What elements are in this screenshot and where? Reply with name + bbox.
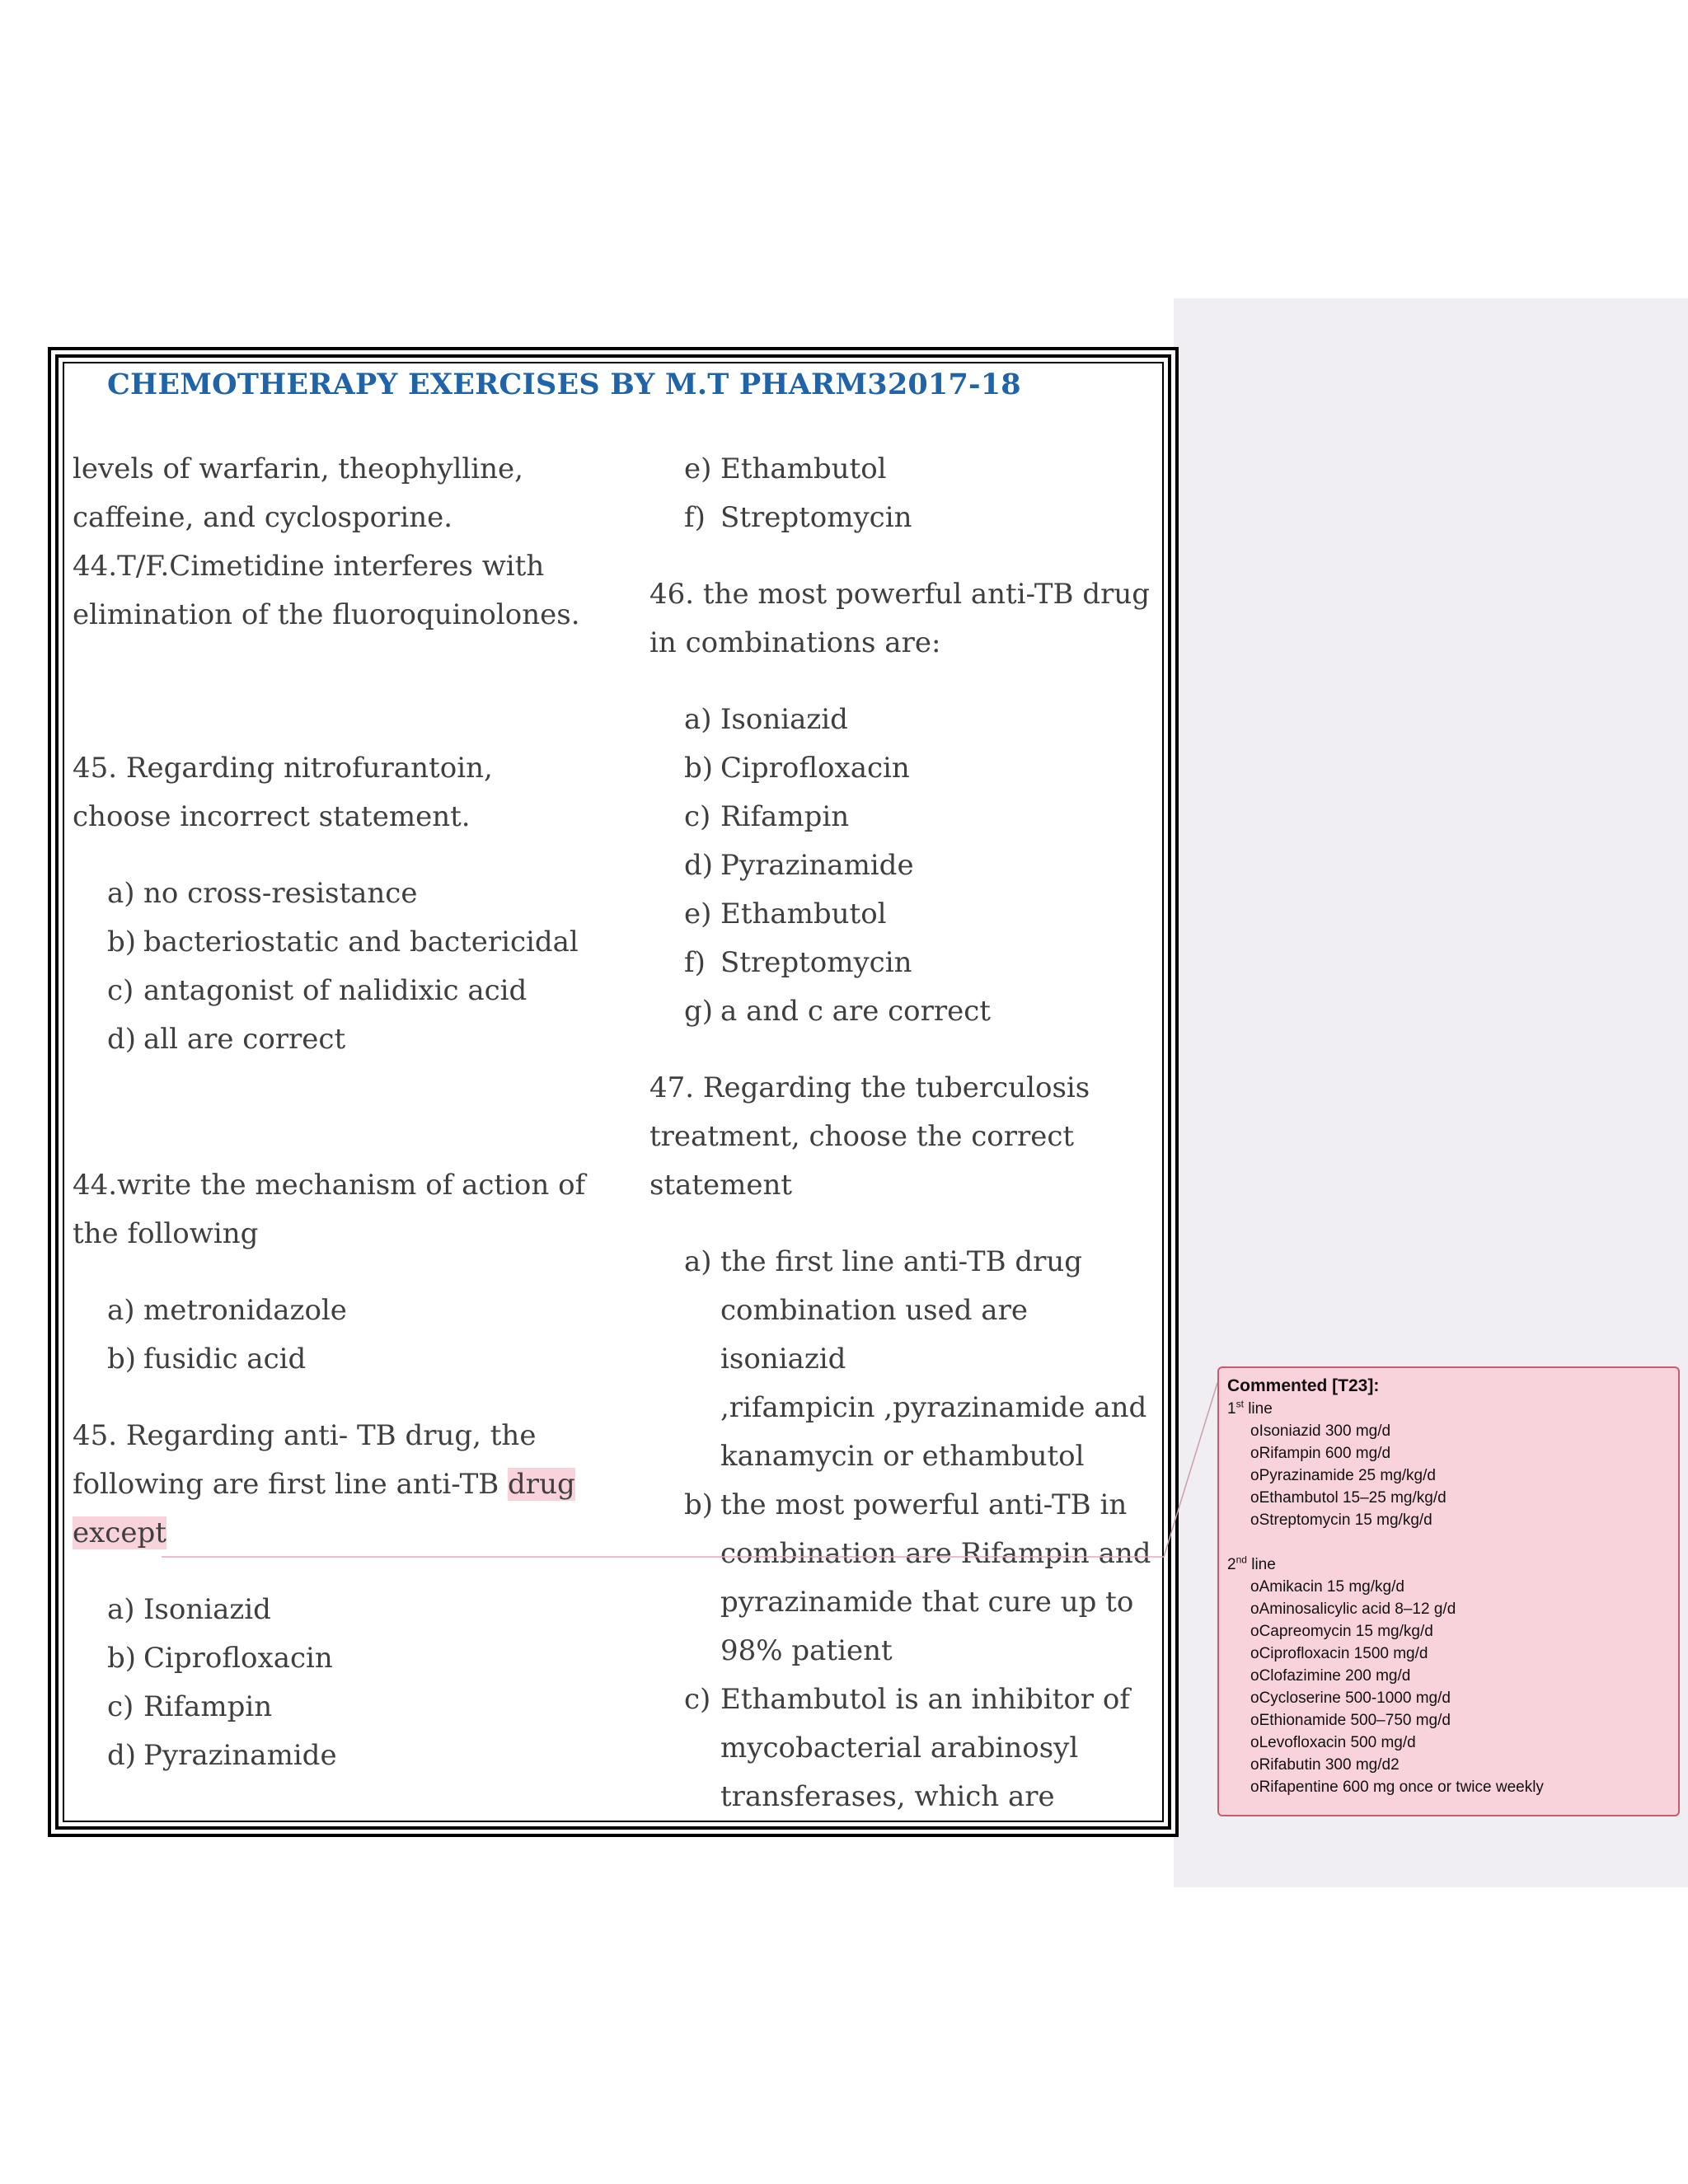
option bbox=[73, 1286, 600, 1335]
comment-list-item bbox=[1227, 1487, 1670, 1509]
option-label: c) bbox=[684, 1683, 711, 1716]
option-label: b) bbox=[684, 752, 714, 785]
option-text: all are correct bbox=[143, 1023, 346, 1056]
option-label: d) bbox=[684, 849, 714, 882]
question-45-anti-tb-cont2 bbox=[73, 1509, 600, 1558]
commented-text[interactable]: drug bbox=[508, 1468, 575, 1501]
option bbox=[649, 696, 1160, 744]
option-text: a and c are correct bbox=[720, 995, 991, 1028]
comment-list-item bbox=[1227, 1465, 1670, 1487]
left-column bbox=[73, 445, 600, 1780]
option-text: Rifampin bbox=[720, 800, 850, 833]
comment-list-item bbox=[1227, 1776, 1670, 1798]
option bbox=[73, 1732, 600, 1780]
question-47-cont: treatment, choose the correct bbox=[649, 1120, 1075, 1153]
option-text bbox=[720, 1481, 1160, 1675]
option bbox=[73, 869, 600, 918]
bullet-icon: o bbox=[1250, 1578, 1259, 1596]
option-text: Ethambutol bbox=[720, 898, 887, 930]
option bbox=[649, 1238, 1160, 1481]
option bbox=[73, 1683, 600, 1732]
comment-item-text: Ciprofloxacin 1500 mg/d bbox=[1259, 1645, 1428, 1662]
page-header: CHEMOTHERAPY EXERCISES BY M.T PHARM32017-18 bbox=[107, 368, 1021, 401]
bullet-icon: o bbox=[1250, 1511, 1259, 1529]
heading-number: 2 bbox=[1227, 1556, 1236, 1573]
bullet-icon: o bbox=[1250, 1445, 1259, 1462]
option bbox=[73, 1634, 600, 1683]
option-label: a) bbox=[107, 1294, 135, 1327]
option-text-line: Ethambutol is an inhibitor of bbox=[720, 1683, 1130, 1716]
option bbox=[73, 918, 600, 967]
option bbox=[73, 967, 600, 1015]
option-text: Pyrazinamide bbox=[720, 849, 914, 882]
bullet-icon: o bbox=[1250, 1667, 1259, 1685]
heading-suffix: st bbox=[1236, 1398, 1244, 1410]
comment-item-text: Cycloserine 500-1000 mg/d bbox=[1259, 1690, 1451, 1707]
option-label: c) bbox=[684, 800, 711, 833]
bullet-icon: o bbox=[1250, 1601, 1259, 1618]
comment-list-item bbox=[1227, 1620, 1670, 1643]
option-text-line: combination used are isoniazid bbox=[720, 1294, 1028, 1376]
option-text: antagonist of nalidixic acid bbox=[143, 974, 528, 1007]
comment-item-text: Isoniazid 300 mg/d bbox=[1259, 1422, 1391, 1440]
comment-item-text: Ethionamide 500–750 mg/d bbox=[1259, 1712, 1451, 1729]
option-text-line: pyrazinamide that cure up to bbox=[720, 1586, 1134, 1619]
heading-number: 1 bbox=[1227, 1400, 1236, 1418]
commented-text[interactable]: except bbox=[73, 1516, 166, 1549]
question-45-nitrofurantoin: 45. Regarding nitrofurantoin, bbox=[73, 752, 493, 785]
bullet-icon: o bbox=[1250, 1422, 1259, 1440]
option bbox=[73, 1015, 600, 1064]
bullet-icon: o bbox=[1250, 1734, 1259, 1751]
option-text bbox=[720, 1675, 1160, 1821]
bullet-icon: o bbox=[1250, 1645, 1259, 1662]
comment-item-text: Aminosalicylic acid 8–12 g/d bbox=[1259, 1601, 1456, 1618]
comment-item-text: Pyrazinamide 25 mg/kg/d bbox=[1259, 1467, 1436, 1484]
option-label: b) bbox=[684, 1488, 714, 1521]
option-label: a) bbox=[107, 1593, 135, 1626]
option-label: e) bbox=[684, 452, 712, 485]
comment-balloon[interactable] bbox=[1217, 1366, 1680, 1816]
comment-title: Commented [T23]: bbox=[1227, 1376, 1380, 1395]
option-text: Rifampin bbox=[143, 1690, 273, 1723]
comment-list-item bbox=[1227, 1687, 1670, 1709]
text-line: caffeine, and cyclosporine. bbox=[73, 501, 453, 534]
option-label: d) bbox=[107, 1739, 137, 1772]
comment-item-text: Amikacin 15 mg/kg/d bbox=[1259, 1578, 1404, 1596]
option-text-line: mycobacterial arabinosyl bbox=[720, 1732, 1079, 1765]
option bbox=[649, 1481, 1160, 1675]
option-label: e) bbox=[684, 898, 712, 930]
option-label: b) bbox=[107, 926, 137, 958]
comment-item-text: Capreomycin 15 mg/kg/d bbox=[1259, 1623, 1433, 1640]
comment-list-item bbox=[1227, 1709, 1670, 1732]
bullet-icon: o bbox=[1250, 1489, 1259, 1507]
comment-list-item bbox=[1227, 1576, 1670, 1598]
comment-list-item bbox=[1227, 1643, 1670, 1665]
option bbox=[649, 939, 1160, 987]
option-text-line: the first line anti-TB drug bbox=[720, 1245, 1083, 1278]
question-44-write: 44.write the mechanism of action of bbox=[73, 1169, 586, 1202]
comment-item-text: Levofloxacin 500 mg/d bbox=[1259, 1734, 1416, 1751]
heading-word: line bbox=[1243, 1400, 1273, 1418]
text-line: levels of warfarin, theophylline, bbox=[73, 452, 523, 485]
question-45-anti-tb-cont bbox=[73, 1460, 600, 1509]
option-text: Pyrazinamide bbox=[143, 1739, 337, 1772]
option-label: c) bbox=[107, 1690, 134, 1723]
comment-list-item bbox=[1227, 1420, 1670, 1442]
option bbox=[649, 1675, 1160, 1821]
bullet-icon: o bbox=[1250, 1690, 1259, 1707]
option-label: g) bbox=[684, 995, 714, 1028]
comment-list-item bbox=[1227, 1665, 1670, 1687]
heading-suffix: nd bbox=[1236, 1554, 1247, 1566]
bullet-icon: o bbox=[1250, 1712, 1259, 1729]
question-47: 47. Regarding the tuberculosis bbox=[649, 1071, 1090, 1104]
question-45-nitrofurantoin-cont: choose incorrect statement. bbox=[73, 800, 471, 833]
bullet-icon: o bbox=[1250, 1623, 1259, 1640]
option-text-line: ,rifampicin ,pyrazinamide and bbox=[720, 1391, 1147, 1424]
option-text: Streptomycin bbox=[720, 946, 912, 979]
question-44-tf-cont: elimination of the fluoroquinolones. bbox=[73, 598, 580, 631]
option bbox=[649, 841, 1160, 890]
option-text-line: kanamycin or ethambutol bbox=[720, 1440, 1085, 1473]
question-44-tf: 44.T/F.Cimetidine interferes with bbox=[73, 550, 545, 583]
comment-list-item bbox=[1227, 1754, 1670, 1776]
option-text: Isoniazid bbox=[720, 703, 848, 736]
comment-list-item bbox=[1227, 1732, 1670, 1754]
option-text bbox=[720, 1238, 1160, 1481]
option-text-line: combination are Rifampin and bbox=[720, 1537, 1151, 1570]
option bbox=[649, 890, 1160, 939]
option-text-line: 98% patient bbox=[720, 1634, 893, 1667]
option-text-line: the most powerful anti-TB in bbox=[720, 1488, 1128, 1521]
option-label: d) bbox=[107, 1023, 137, 1056]
option-text: Streptomycin bbox=[720, 501, 912, 534]
question-46: 46. the most powerful anti-TB drug bbox=[649, 578, 1151, 611]
comment-item-text: Rifapentine 600 mg once or twice weekly bbox=[1259, 1779, 1544, 1796]
question-47-cont2: statement bbox=[649, 1169, 793, 1202]
option-label: b) bbox=[107, 1642, 137, 1675]
question-46-cont: in combinations are: bbox=[649, 626, 941, 659]
option-label: f) bbox=[684, 946, 706, 979]
comment-item-text: Streptomycin 15 mg/kg/d bbox=[1259, 1511, 1432, 1529]
option-label: a) bbox=[107, 877, 135, 910]
comment-list-item bbox=[1227, 1442, 1670, 1465]
bullet-icon: o bbox=[1250, 1467, 1259, 1484]
comment-item-text: Rifampin 600 mg/d bbox=[1259, 1445, 1391, 1462]
bullet-icon: o bbox=[1250, 1756, 1259, 1774]
right-column bbox=[649, 445, 1160, 1821]
option-text: Ethambutol bbox=[720, 452, 887, 485]
option-text: metronidazole bbox=[143, 1294, 347, 1327]
comment-list-item bbox=[1227, 1598, 1670, 1620]
question-44-write-cont: the following bbox=[73, 1217, 259, 1250]
option-label: f) bbox=[684, 501, 706, 534]
option-text: bacteriostatic and bactericidal bbox=[143, 926, 579, 958]
option-label: a) bbox=[684, 703, 712, 736]
option bbox=[649, 445, 1160, 494]
option bbox=[649, 793, 1160, 841]
comment-list-item bbox=[1227, 1509, 1670, 1531]
option bbox=[73, 1586, 600, 1634]
first-line-heading bbox=[1227, 1398, 1670, 1420]
option bbox=[649, 494, 1160, 542]
option-text: fusidic acid bbox=[143, 1343, 307, 1376]
option bbox=[649, 744, 1160, 793]
option-text-line: transferases, which are bbox=[720, 1780, 1055, 1813]
question-45-anti-tb: 45. Regarding anti- TB drug, the bbox=[73, 1419, 537, 1452]
option-text: Isoniazid bbox=[143, 1593, 271, 1626]
option-label: b) bbox=[107, 1343, 137, 1376]
comment-item-text: Rifabutin 300 mg/d2 bbox=[1259, 1756, 1400, 1774]
option-text: Ciprofloxacin bbox=[143, 1642, 333, 1675]
option-text: Ciprofloxacin bbox=[720, 752, 910, 785]
option-label: c) bbox=[107, 974, 134, 1007]
option bbox=[73, 1335, 600, 1384]
option-text: no cross-resistance bbox=[143, 877, 418, 910]
option bbox=[649, 987, 1160, 1036]
option-label: a) bbox=[684, 1245, 712, 1278]
text-span: following are first line anti-TB bbox=[73, 1468, 509, 1501]
heading-word: line bbox=[1246, 1556, 1276, 1573]
second-line-heading bbox=[1227, 1554, 1670, 1576]
comment-item-text: Clofazimine 200 mg/d bbox=[1259, 1667, 1411, 1685]
bullet-icon: o bbox=[1250, 1779, 1259, 1796]
comment-item-text: Ethambutol 15–25 mg/kg/d bbox=[1259, 1489, 1447, 1507]
